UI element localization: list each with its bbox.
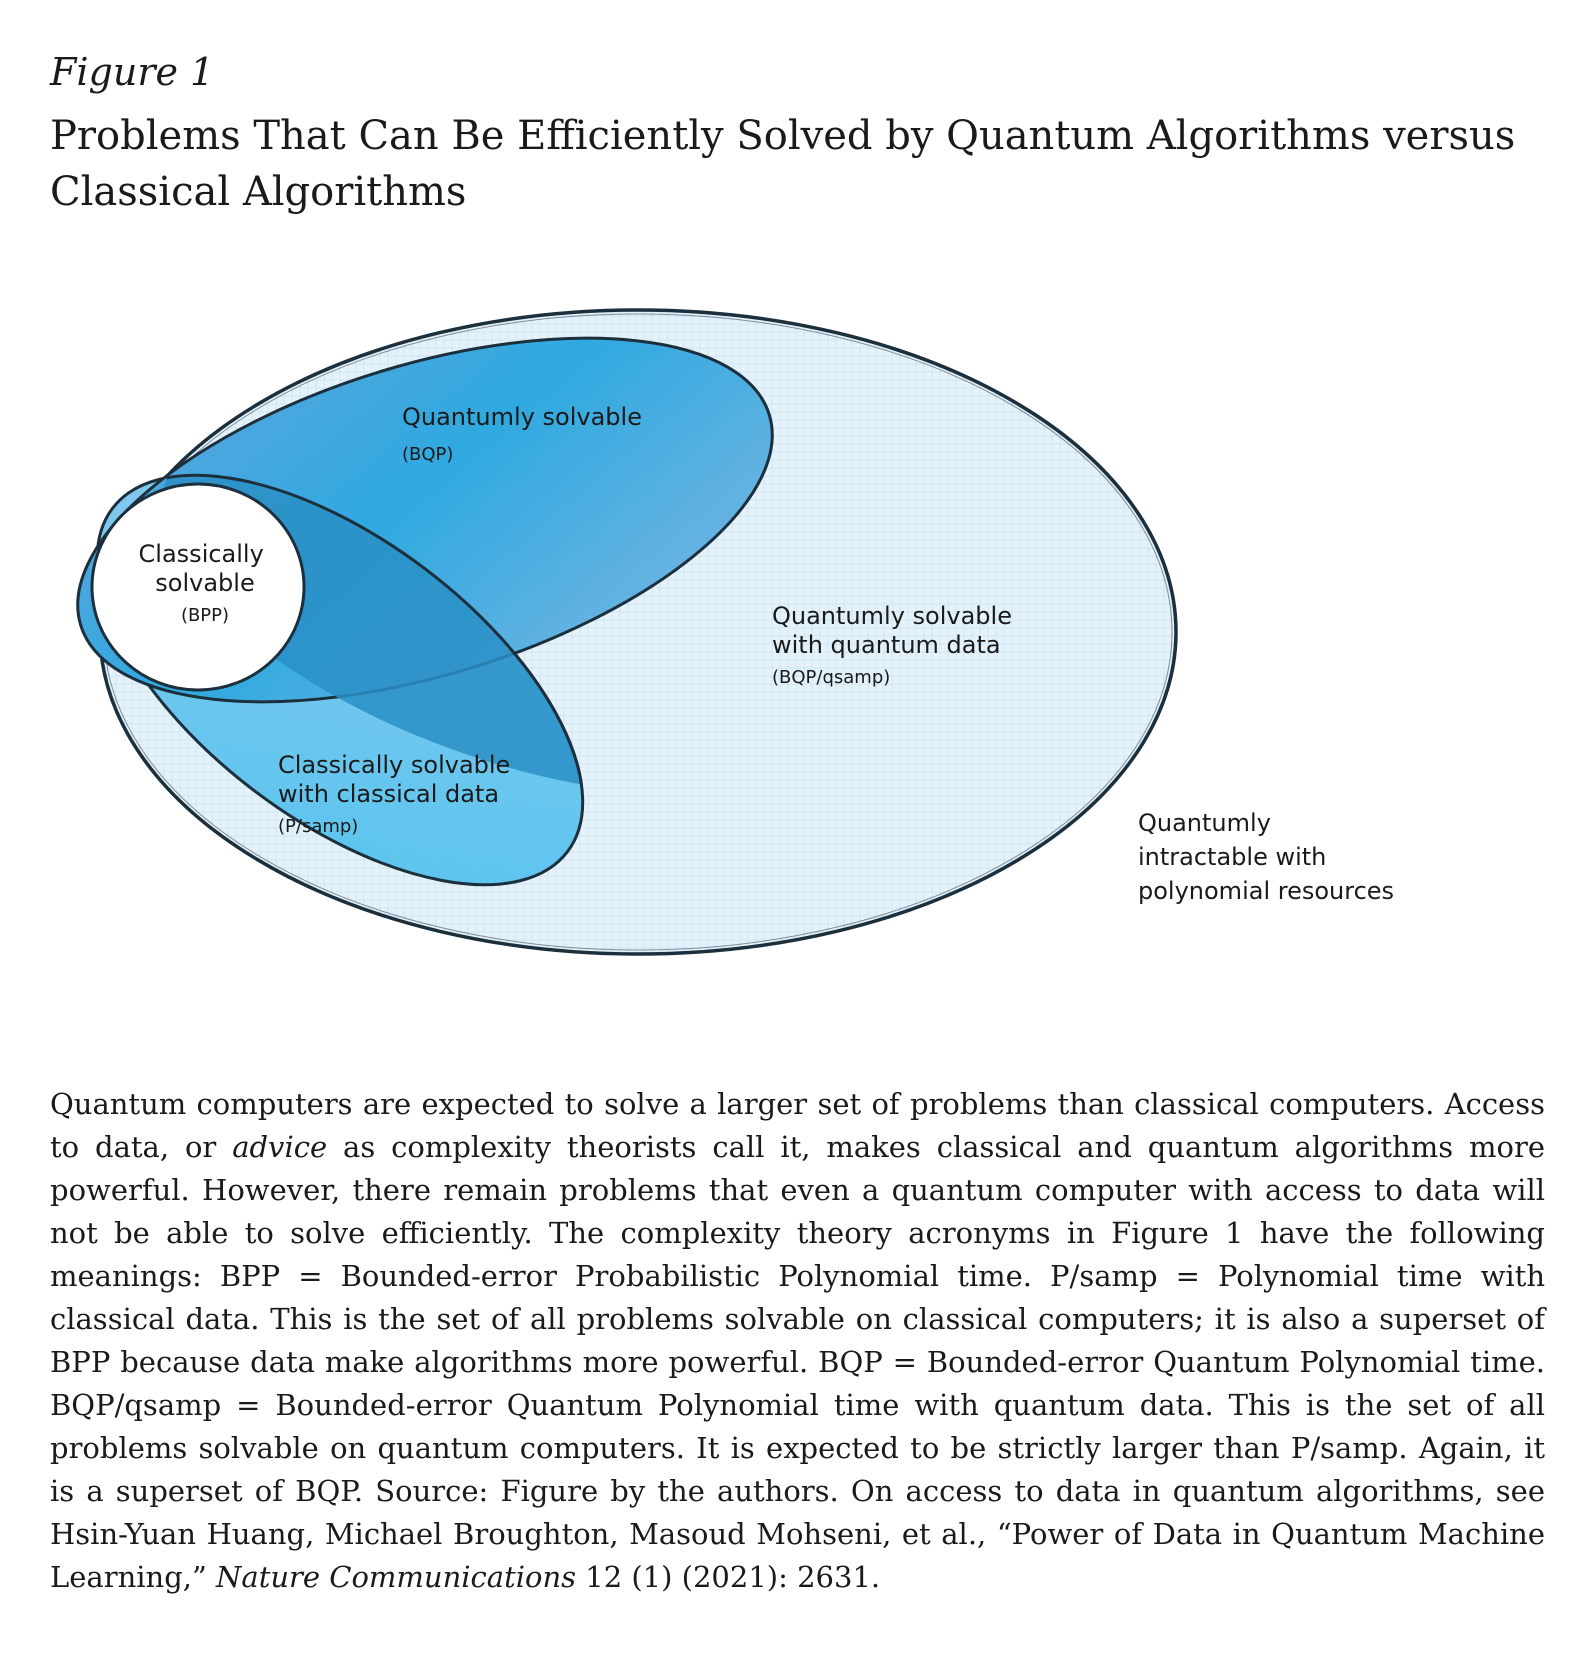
caption-text-2: as complexity theorists call it, makes classical and quantum algorithms more powerful. However, there remain problems that even a quantum computer with access to data will not be able to solve efficiently. The complexity theory acronyms in Figure 1 have the following meanings: BPP = Bounded-error Probabilistic Polynomial time. P/samp = Polynomial time with classical data. This is the set of all problems solvable on classical computers; it is also a superset of BPP because data make algorithms more powerful. BQP = Bounded-error Quantum Polynomial time. BQP/qsamp = Bounded-error Quantum Polynomial time with quantum data. This is the set of all problems solvable on quantum computers. It is expected to be strictly larger than P/samp. Again, it is a superset of BQP. Source: Figure by the authors. On access to data in quantum algorithms, see Hsin-Yuan Huang, Michael Broughton, Masoud Mohseni, et al., “Power of Data in Quantum Machine Learning,” bbox=[50, 1130, 1545, 1594]
p-samp-label: Classically solvable with classical data bbox=[278, 751, 511, 808]
caption-text-1: Quantum computers are expected to solve a larger set of problems than classical computers. Access to data, or bbox=[50, 1087, 1545, 1164]
caption-journal: Nature Communications bbox=[216, 1560, 577, 1594]
complexity-diagram bbox=[0, 280, 1591, 1000]
bqp-label: Quantumly solvable bbox=[402, 403, 642, 431]
bpp-acronym: (BPP) bbox=[180, 605, 230, 626]
bpp-label: Classically solvable bbox=[138, 540, 264, 597]
intractable-label: Quantumly intractable with polynomial resources bbox=[1138, 809, 1395, 905]
caption-text-3: 12 (1) (2021): 2631. bbox=[576, 1560, 881, 1594]
bqp-qsamp-acronym: (BQP/qsamp) bbox=[772, 667, 891, 688]
bqp-acronym: (BQP) bbox=[402, 444, 454, 465]
caption-term-advice: advice bbox=[232, 1130, 328, 1164]
p-samp-acronym: (P/samp) bbox=[278, 816, 359, 837]
figure-label: Figure 1 bbox=[50, 50, 215, 94]
bqp-qsamp-label: Quantumly solvable with quantum data bbox=[772, 602, 1012, 659]
figure-caption bbox=[50, 1083, 1545, 1599]
figure-title: Problems That Can Be Efficiently Solved by Quantum Algorithms versus Classical Algorithms bbox=[50, 113, 1516, 215]
